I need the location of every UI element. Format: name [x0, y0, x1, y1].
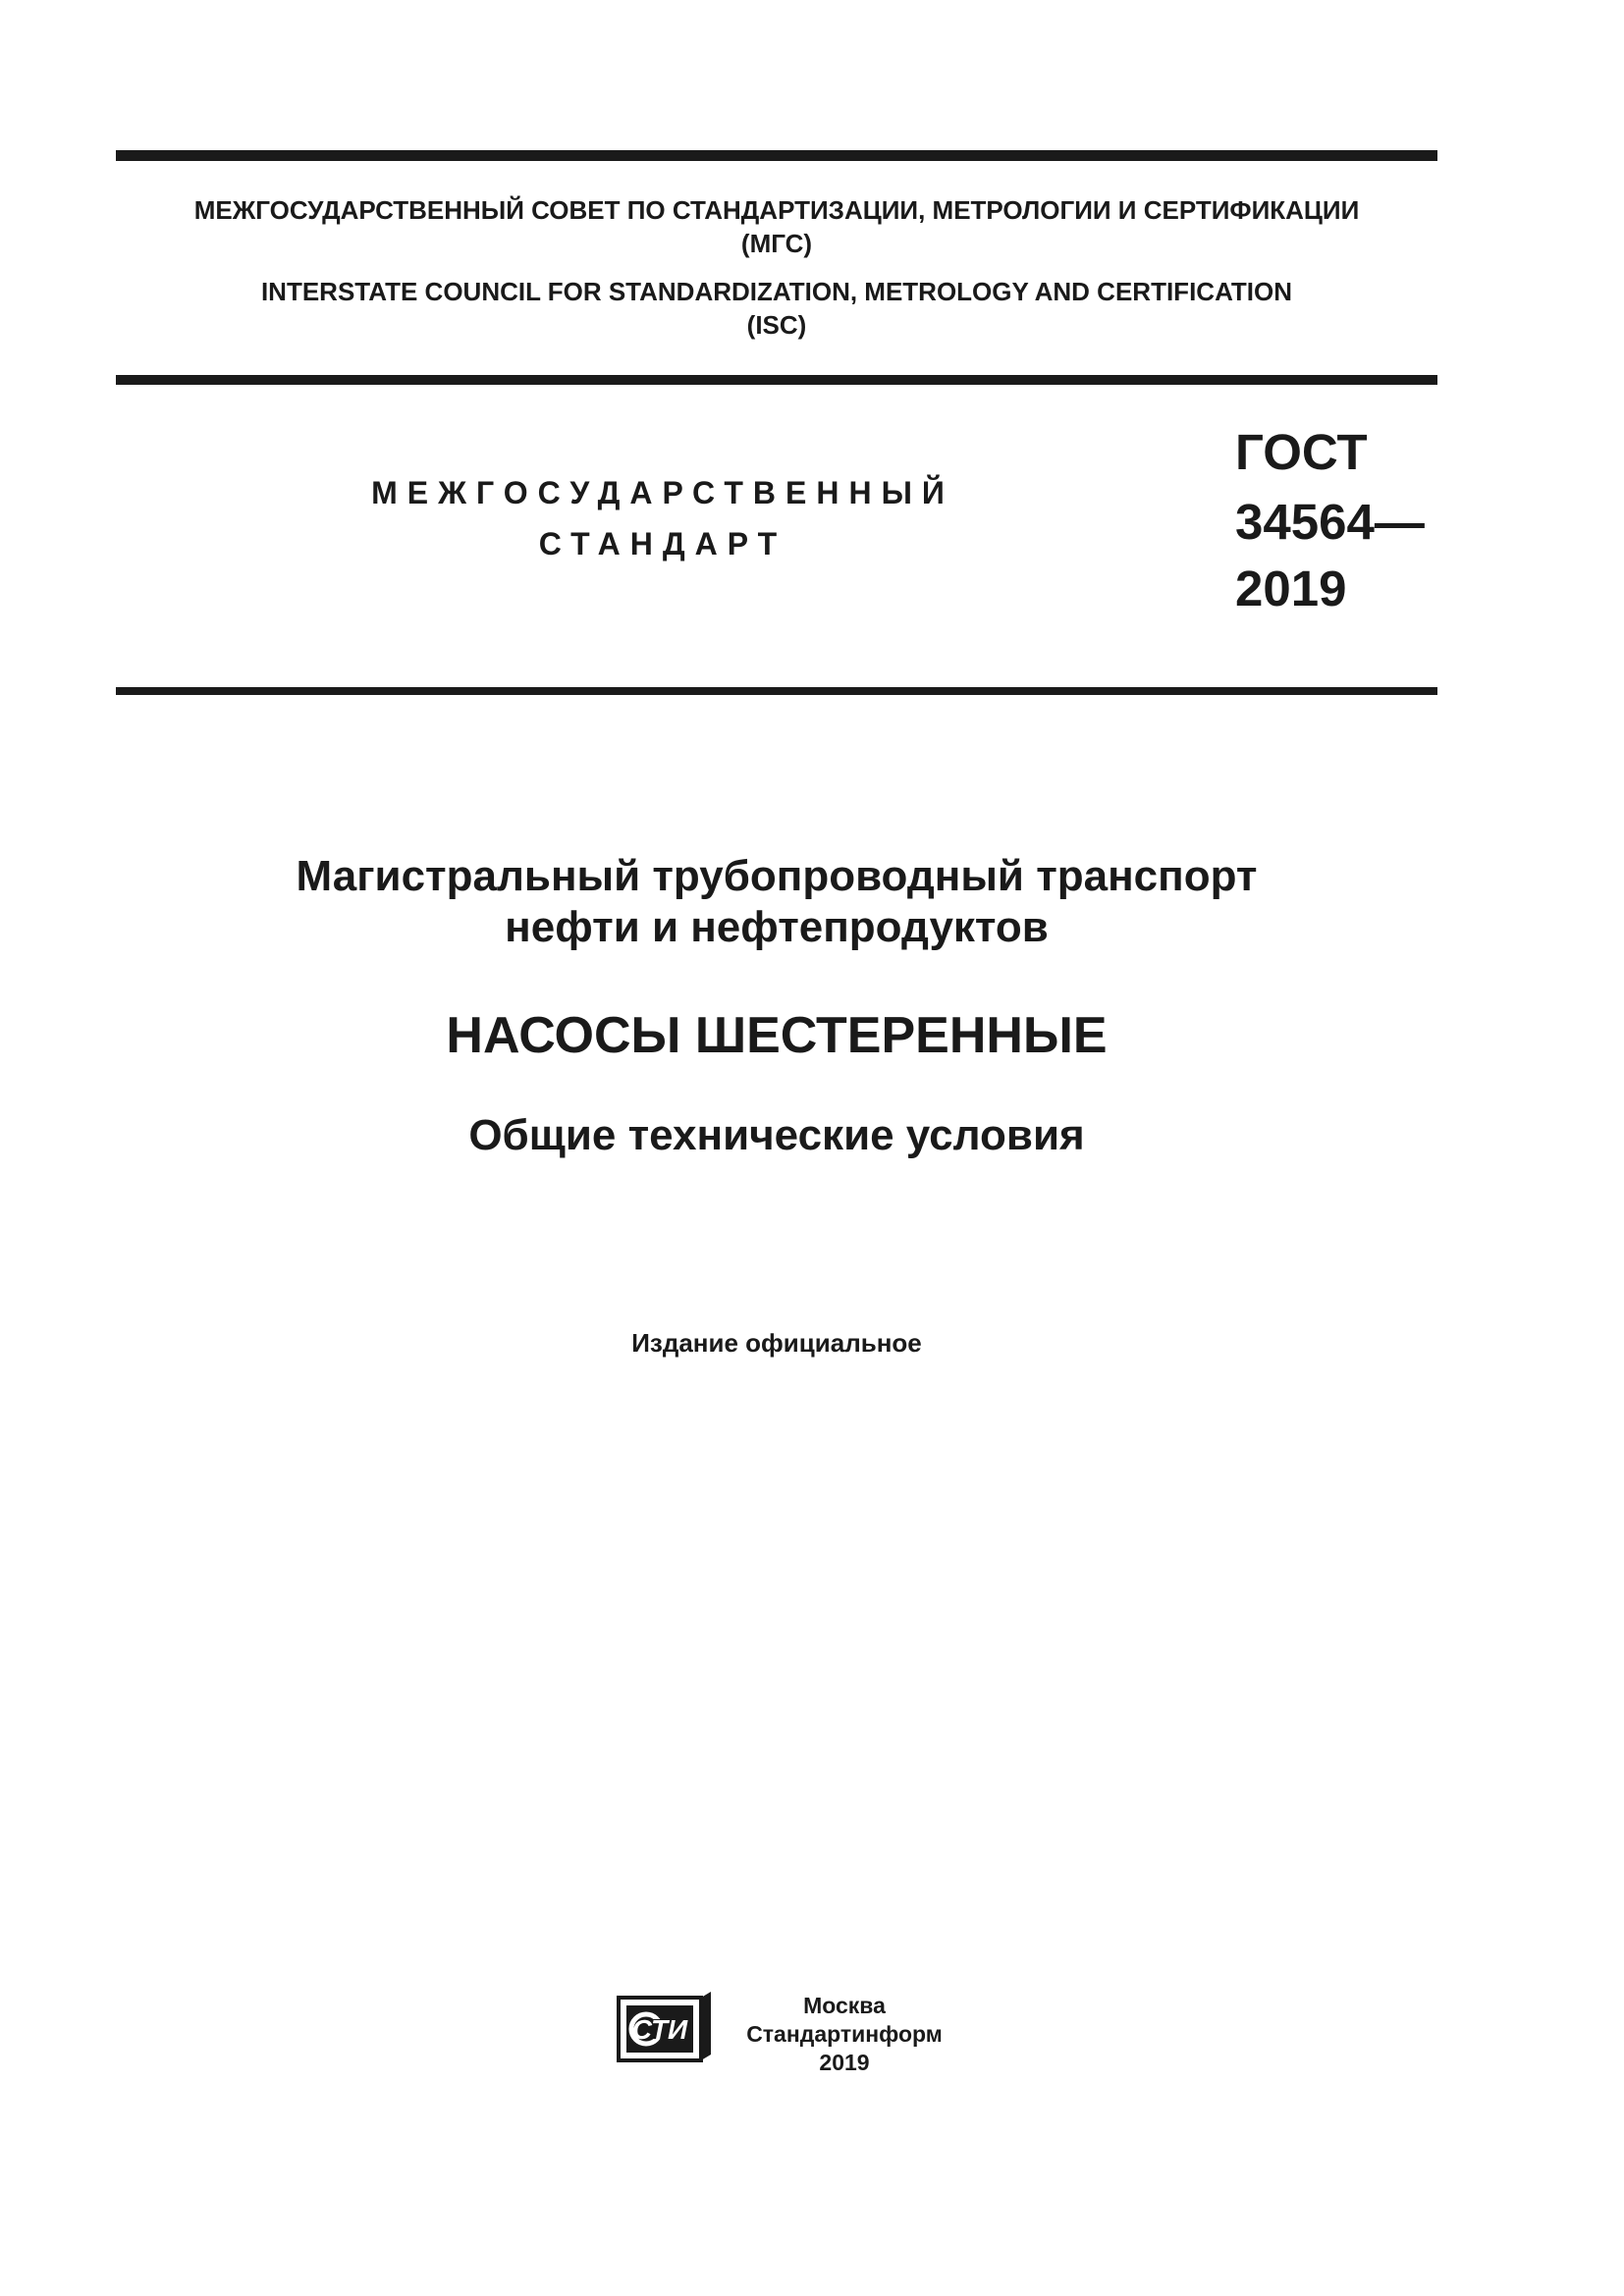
publisher-year: 2019 [819, 2050, 870, 2075]
publisher-name: Стандартинформ [746, 2021, 943, 2047]
standartinform-logo-icon [617, 1990, 712, 2064]
council-name-en: INTERSTATE COUNCIL FOR STANDARDIZATION, METROLOGY AND CERTIFICATION [260, 277, 1293, 306]
standard-designation-year: 2019 [1235, 561, 1347, 616]
council-abbr-ru: (МГС) [740, 229, 813, 258]
logo-text: СТИ [631, 2014, 688, 2045]
council-abbr-en: (ISC) [746, 310, 807, 340]
standard-designation-prefix: ГОСТ [1235, 424, 1368, 480]
document-title-line1: Магистральный трубопроводный транспорт [296, 852, 1258, 900]
standard-kind-line1: МЕЖГОСУДАРСТВЕННЫЙ [371, 475, 954, 510]
document-main-title: НАСОСЫ ШЕСТЕРЕННЫЕ [446, 1007, 1108, 1064]
document-title-line2: нефти и нефтепродуктов [505, 903, 1049, 951]
document-subtitle: Общие технические условия [468, 1111, 1085, 1159]
top-divider [116, 150, 1437, 161]
publisher-city: Москва [803, 1993, 886, 2018]
standard-kind-line2: СТАНДАРТ [538, 526, 787, 561]
council-name-ru: МЕЖГОСУДАРСТВЕННЫЙ СОВЕТ ПО СТАНДАРТИЗАЦИИ, МЕТРОЛОГИИ И СЕРТИФИКАЦИИ [193, 195, 1360, 225]
lower-divider [116, 687, 1437, 695]
standard-designation-number: 34564— [1235, 494, 1425, 550]
middle-divider [116, 375, 1437, 385]
edition-note: Издание официальное [631, 1328, 922, 1358]
